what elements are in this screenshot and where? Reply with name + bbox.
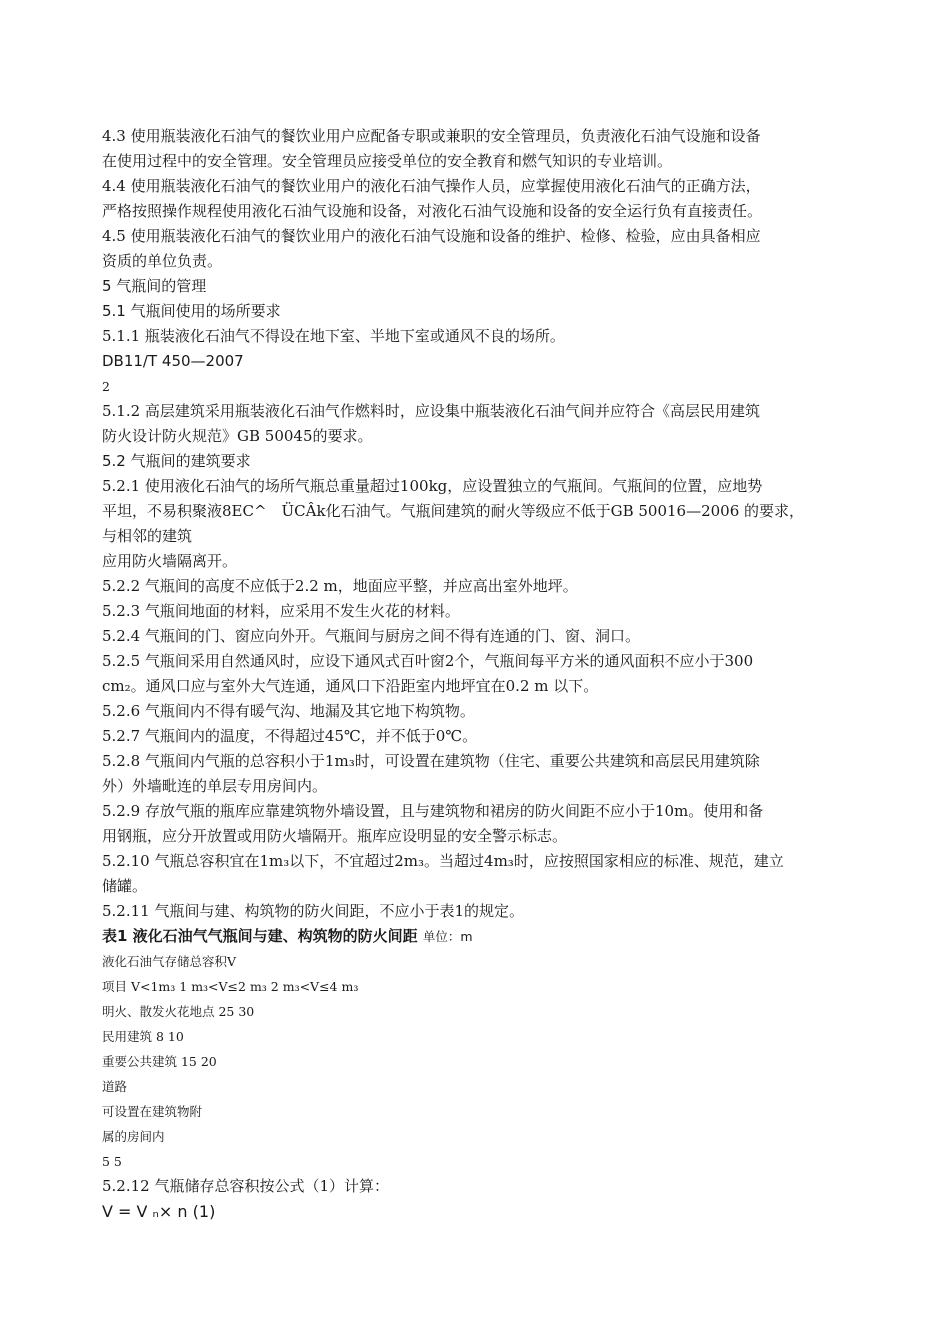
text-line: 4.4 使用瓶装液化石油气的餐饮业用户的液化石油气操作人员，应掌握使用液化石油气的正确方法，: [102, 177, 761, 195]
standard-number: DB11/T 450—2007: [102, 352, 244, 370]
table-title: 表1 液化石油气气瓶间与建、构筑物的防火间距: [102, 927, 418, 945]
table-line: 道路: [102, 1079, 128, 1094]
table-unit: 单位：m: [422, 929, 473, 944]
text-line: 5.1.2 高层建筑采用瓶装液化石油气作燃料时，应设集中瓶装液化石油气间并应符合《高层民用建筑: [102, 402, 760, 420]
text-line: 4.5 使用瓶装液化石油气的餐饮业用户的液化石油气设施和设备的维护、检修、检验，应由具备相应: [102, 227, 761, 245]
text-line: 5.2.8 气瓶间内气瓶的总容积小于1m₃时，可设置在建筑物（住宅、重要公共建筑和高层民用建筑除: [102, 752, 760, 770]
table-caption: [102, 924, 852, 949]
text-line: 5.2.4 气瓶间的门、窗应向外开。气瓶间与厨房之间不得有连通的门、窗、洞口。: [102, 627, 640, 645]
table-line: 明火、散发火花地点 25 30: [102, 1004, 255, 1019]
text-line: 5.1.1 瓶装液化石油气不得设在地下室、半地下室或通风不良的场所。: [102, 327, 565, 345]
text-line: 5.2.5 气瓶间采用自然通风时，应设下通风式百叶窗2个，气瓶间每平方米的通风面积不应小于300: [102, 652, 754, 670]
text-line: 储罐。: [102, 877, 148, 895]
text-line: 用钢瓶，应分开放置或用防火墙隔开。瓶库应设明显的安全警示标志。: [102, 827, 568, 845]
text-line: 资质的单位负责。: [102, 252, 223, 270]
text-line: 严格按照操作规程使用液化石油气设施和设备，对液化石油气设施和设备的安全运行负有直接责任。: [102, 202, 763, 220]
text-line: 外）外墙毗连的单层专用房间内。: [102, 777, 328, 795]
text-line: 5.2.11 气瓶间与建、构筑物的防火间距，不应小于表1的规定。: [102, 902, 525, 920]
text-line: 5.2.12 气瓶储存总容积按公式（1）计算：: [102, 1177, 390, 1195]
text-line: 5.2.9 存放气瓶的瓶库应靠建筑物外墙设置，且与建筑物和裙房的防火间距不应小于10m。使用和备: [102, 802, 764, 820]
formula: V = V ₙ× n (1): [102, 1202, 216, 1221]
table-line: 民用建筑 8 10: [102, 1029, 184, 1044]
text-line: 4.3 使用瓶装液化石油气的餐饮业用户应配备专职或兼职的安全管理员，负责液化石油气设施和设备: [102, 127, 761, 145]
text-line: 5.2.3 气瓶间地面的材料，应采用不发生火花的材料。: [102, 602, 460, 620]
text-line: 平坦，不易积聚液8EC^ ÜCÂk化石油气。气瓶间建筑的耐火等级应不低于GB 50016—2006 的要求，: [102, 502, 805, 520]
text-line: 5.2.1 使用液化石油气的场所气瓶总重量超过100kg，应设置独立的气瓶间。气瓶间的位置，应地势: [102, 477, 763, 495]
text-line: 在使用过程中的安全管理。安全管理员应接受单位的安全教育和燃气知识的专业培训。: [102, 152, 673, 170]
page-number: 2: [102, 379, 110, 394]
document-body: [102, 124, 852, 1224]
text-line: 5.2.2 气瓶间的高度不应低于2.2 m，地面应平整，并应高出室外地坪。: [102, 577, 578, 595]
table-line: 5 5: [102, 1154, 122, 1169]
table-line: 可设置在建筑物附: [102, 1104, 203, 1119]
text-line: cm₂。通风口应与室外大气连通，通风口下沿距室内地坪宜在0.2 m 以下。: [102, 677, 599, 695]
subsection-heading: 5.1 气瓶间使用的场所要求: [102, 302, 281, 320]
text-line: 应用防火墙隔离开。: [102, 552, 238, 570]
text-line: 5.2.10 气瓶总容积宜在1m₃以下，不宜超过2m₃。当超过4m₃时，应按照国家相应的标准、规范，建立: [102, 852, 784, 870]
text-line: 5.2.7 气瓶间内的温度，不得超过45℃，并不低于0℃。: [102, 727, 478, 745]
text-line: 5.2.6 气瓶间内不得有暖气沟、地漏及其它地下构筑物。: [102, 702, 475, 720]
text-line: 与相邻的建筑: [102, 527, 193, 545]
subsection-heading: 5.2 气瓶间的建筑要求: [102, 452, 251, 470]
table-line: 项目 V<1m₃ 1 m₃<V≤2 m₃ 2 m₃<V≤4 m₃: [102, 979, 359, 994]
text-line: 防火设计防火规范》GB 50045的要求。: [102, 427, 373, 445]
table-line: 重要公共建筑 15 20: [102, 1054, 217, 1069]
section-heading: 5 气瓶间的管理: [102, 277, 207, 295]
table-line: 液化石油气存储总容积V: [102, 954, 237, 969]
table-line: 属的房间内: [102, 1129, 165, 1144]
